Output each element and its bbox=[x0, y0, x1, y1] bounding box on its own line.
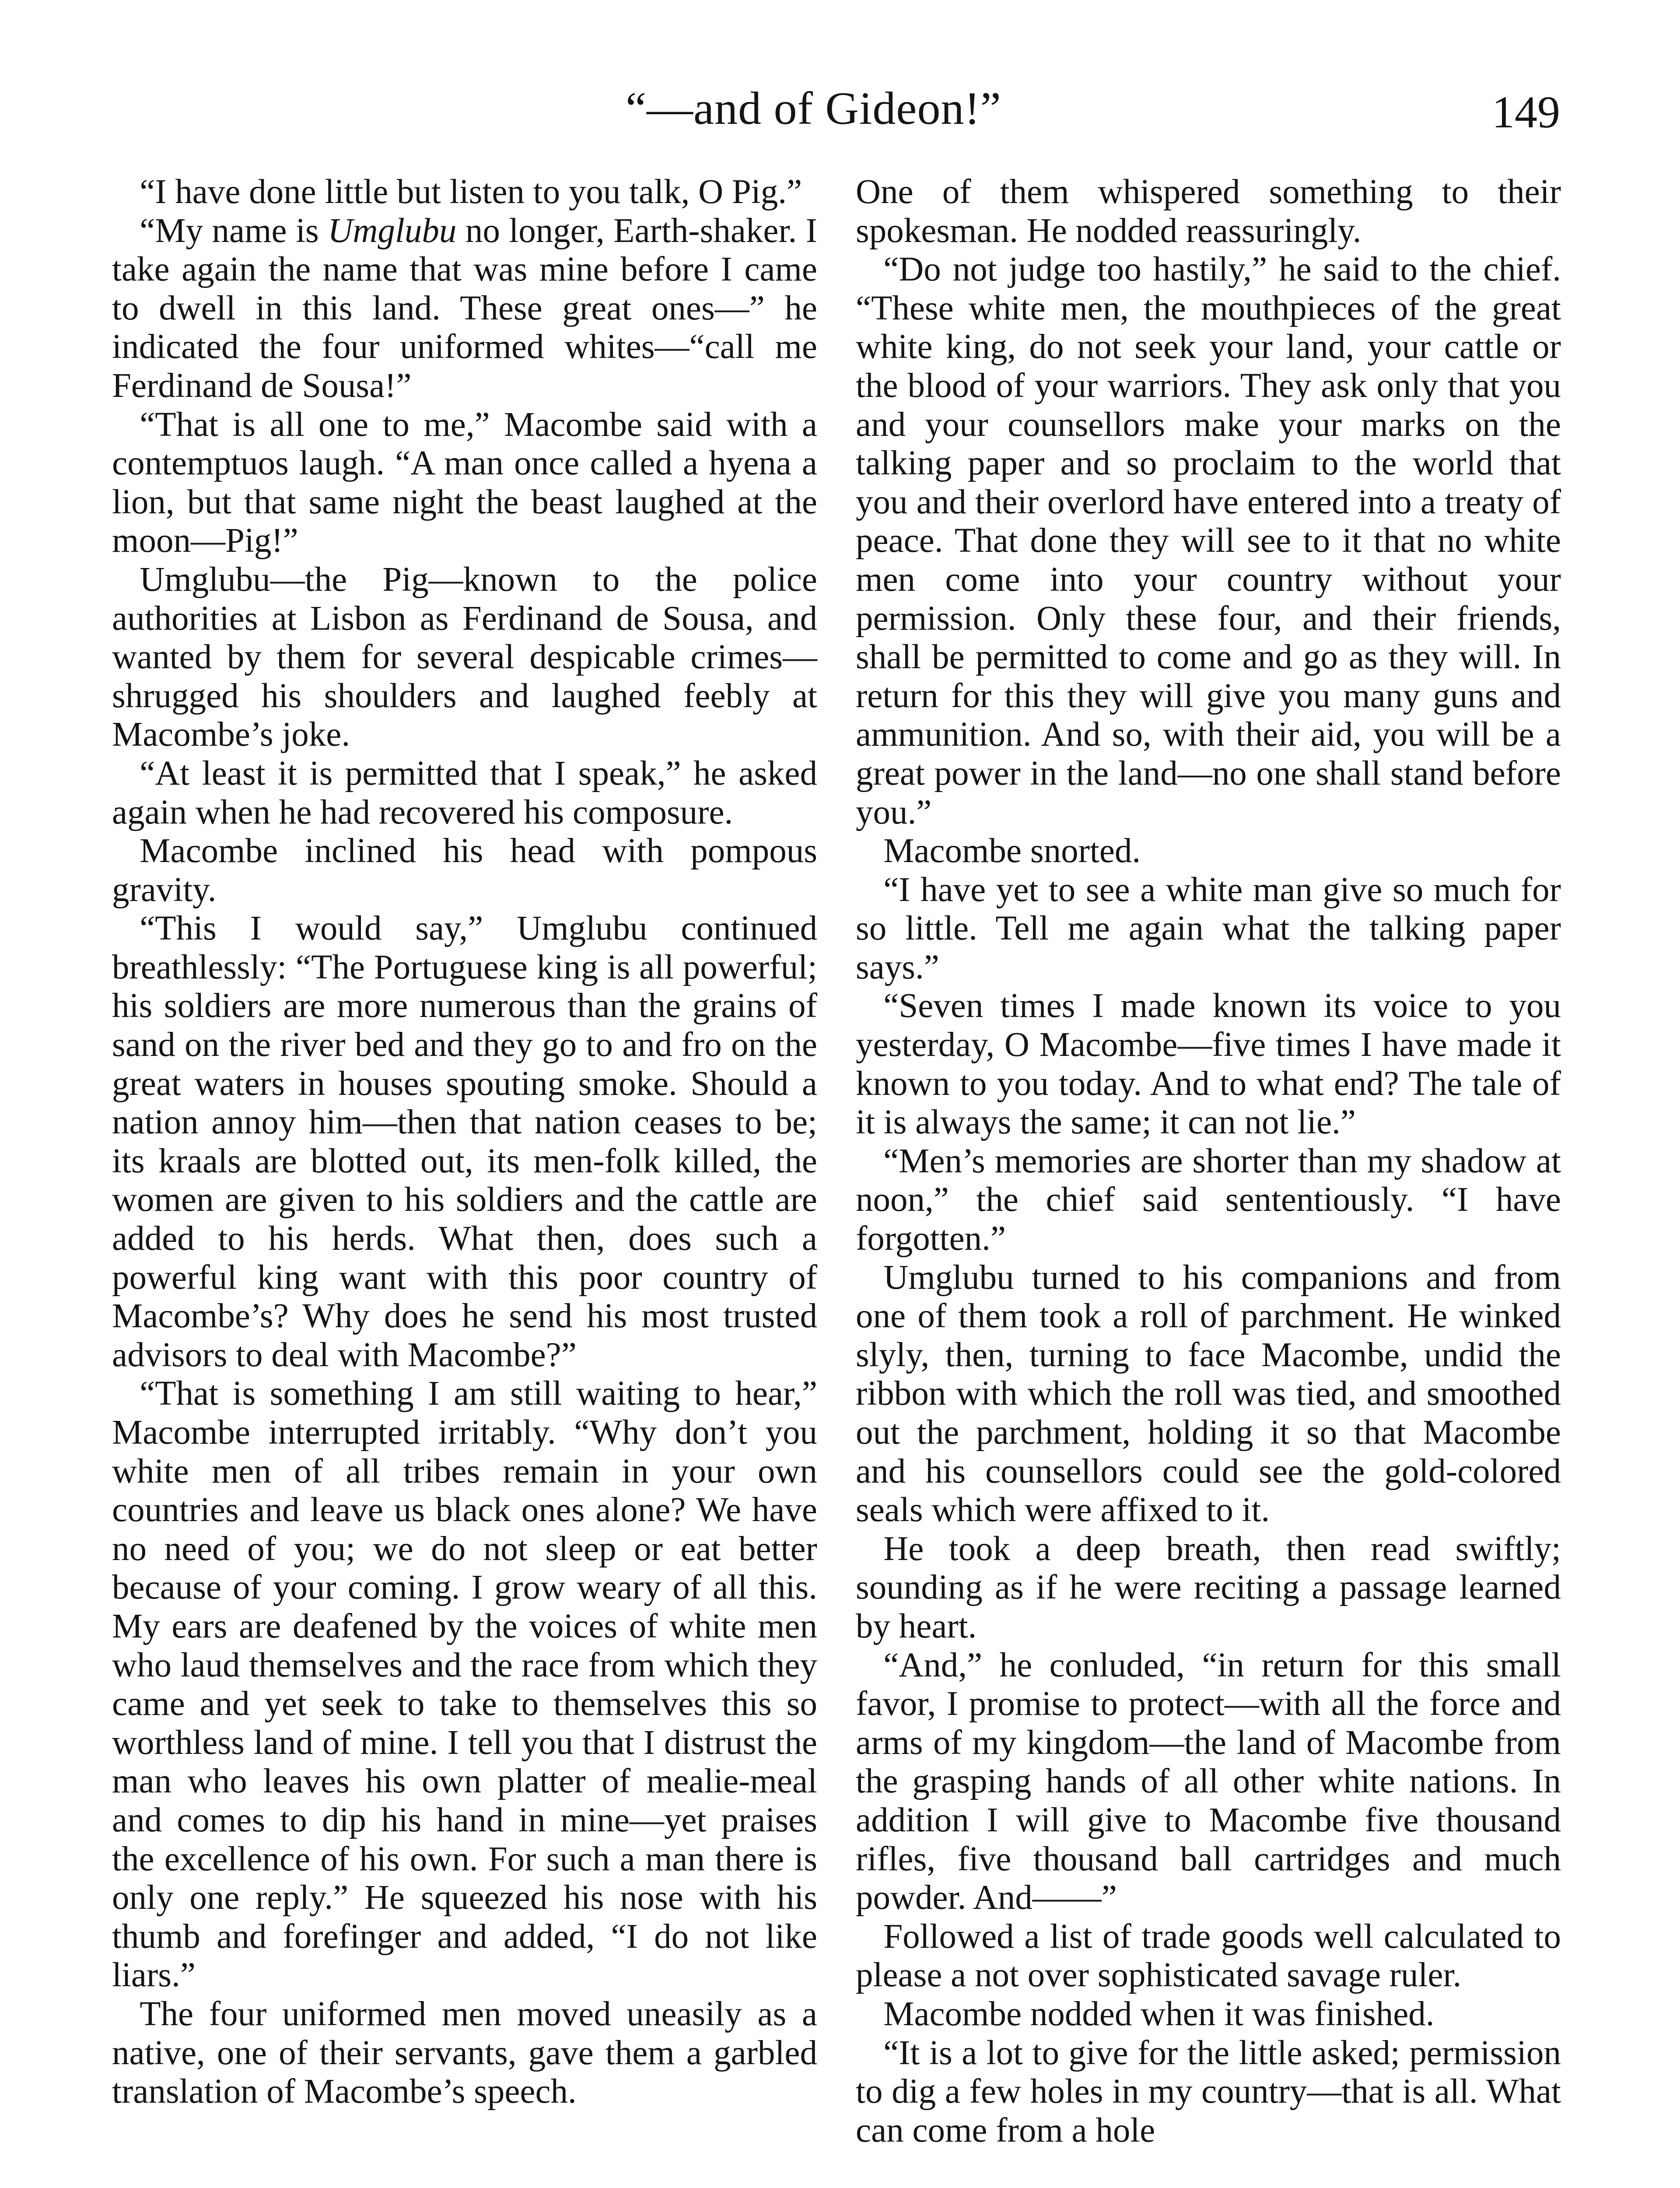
paragraph: Umglubu—the Pig—known to the police authorities at Lisbon as Ferdinand de Sousa, and wanted by them for several despicable crimes—shrugged his shoulders and laughed feebly at Macombe’s joke. bbox=[112, 560, 817, 754]
paragraph: “That is all one to me,” Macombe said with a contemptuos laugh. “A man once called a hyena a lion, but that same night the beast laughed at the moon—Pig!” bbox=[112, 405, 817, 560]
left-text-column bbox=[112, 173, 817, 2111]
running-head-title: “—and of Gideon!” bbox=[626, 83, 1001, 134]
paragraph: “I have done little but listen to you talk, O Pig.” bbox=[140, 173, 802, 211]
italic-name: Umglubu bbox=[328, 211, 457, 250]
paragraph: “Do not judge too hastily,” he said to the chief. “These white men, the mouthpieces of the great white king, do not seek your land, your cattle or the blood of your warriors. They ask only that you and your counsellors make your marks on the talking paper and so proclaim to the world that you and their overlord have entered into a treaty of peace. That done they will see to it that no white men come into your country without your permission. Only these four, and their friends, shall be permitted to come and go as they will. In return for this they will give you many guns and ammunition. And so, with their aid, you will be a great power in the land—no one shall stand before you.” bbox=[856, 250, 1561, 831]
paragraph: The four uniformed men moved uneasily as a native, one of their servants, gave them a garbled translation of Macombe’s speech. bbox=[112, 1995, 817, 2111]
right-text-column bbox=[856, 173, 1561, 2150]
page-number: 149 bbox=[1492, 87, 1560, 137]
paragraph: “Men’s memories are shorter than my shadow at noon,” the chief said sententiously. “I have forgotten.” bbox=[856, 1142, 1561, 1258]
paragraph: Macombe inclined his head with pompous gravity. bbox=[112, 832, 817, 909]
paragraph: “I have yet to see a white man give so much for so little. Tell me again what the talking paper says.” bbox=[856, 870, 1561, 986]
continued-paragraph: One of them whispered something to their spokesman. He nodded reassuringly. bbox=[856, 173, 1561, 250]
paragraph: “It is a lot to give for the little asked; permission to dig a few holes in my country—that is all. What can come from a hole bbox=[856, 2034, 1561, 2149]
paragraph: “That is something I am still waiting to hear,” Macombe interrupted irritably. “Why don’t you white men of all tribes remain in your own countries and leave us black ones alone? We have no need of you; we do not sleep or eat better because of your coming. I grow weary of all this. My ears are deafened by the voices of white men who laud themselves and the race from which they came and yet seek to take to themselves this so worthless land of mine. I tell you that I distrust the man who leaves his own platter of mealie-meal and comes to dip his hand in mine—yet praises the excellence of his own. For such a man there is only one reply.” He squeezed his nose with his thumb and forefinger and added, “I do not like liars.” bbox=[112, 1375, 817, 1995]
paragraph: Macombe nodded when it was finished. bbox=[883, 1995, 1435, 2033]
paragraph: “This I would say,” Umglubu continued breathlessly: “The Portuguese king is all powerful; his soldiers are more numerous than the grains of sand on the river bed and they go to and fro on the great waters in houses spouting smoke. Should a nation annoy him—then that nation ceases to be; its kraals are blotted out, its men-folk killed, the women are given to his soldiers and the cattle are added to his herds. What then, does such a powerful king want with this poor country of Macombe’s? Why does he send his most trusted advisors to deal with Macombe?” bbox=[112, 909, 817, 1374]
paragraph: “And,” he conluded, “in return for this small favor, I promise to protect—with all the force and arms of my kingdom—the land of Macombe from the grasping hands of all other white nations. In addition I will give to Macombe five thousand rifles, five thousand ball cartridges and much powder. And——” bbox=[856, 1646, 1561, 1917]
paragraph: “My name is Umglubu no longer, Earth-shaker. I take again the name that was mine before I came to dwell in this land. These great ones—” he indicated the four uniformed whites—“call me Ferdinand de Sousa!” bbox=[112, 211, 817, 405]
paragraph: Followed a list of trade goods well calculated to please a not over sophisticated savage ruler. bbox=[856, 1917, 1561, 1995]
paragraph: “At least it is permitted that I speak,” he asked again when he had recovered his composure. bbox=[112, 754, 817, 831]
paragraph: He took a deep breath, then read swiftly; sounding as if he were reciting a passage learned by heart. bbox=[856, 1529, 1561, 1645]
paragraph: Macombe snorted. bbox=[883, 832, 1141, 870]
paragraph: Umglubu turned to his companions and from one of them took a roll of parchment. He winked slyly, then, turning to face Macombe, undid the ribbon with which the roll was tied, and smoothed out the parchment, holding it so that Macombe and his counsellors could see the gold-colored seals which were affixed to it. bbox=[856, 1258, 1561, 1529]
paragraph: “Seven times I made known its voice to you yesterday, O Macombe—five times I have made it known to you today. And to what end? The tale of it is always the same; it can not lie.” bbox=[856, 987, 1561, 1142]
